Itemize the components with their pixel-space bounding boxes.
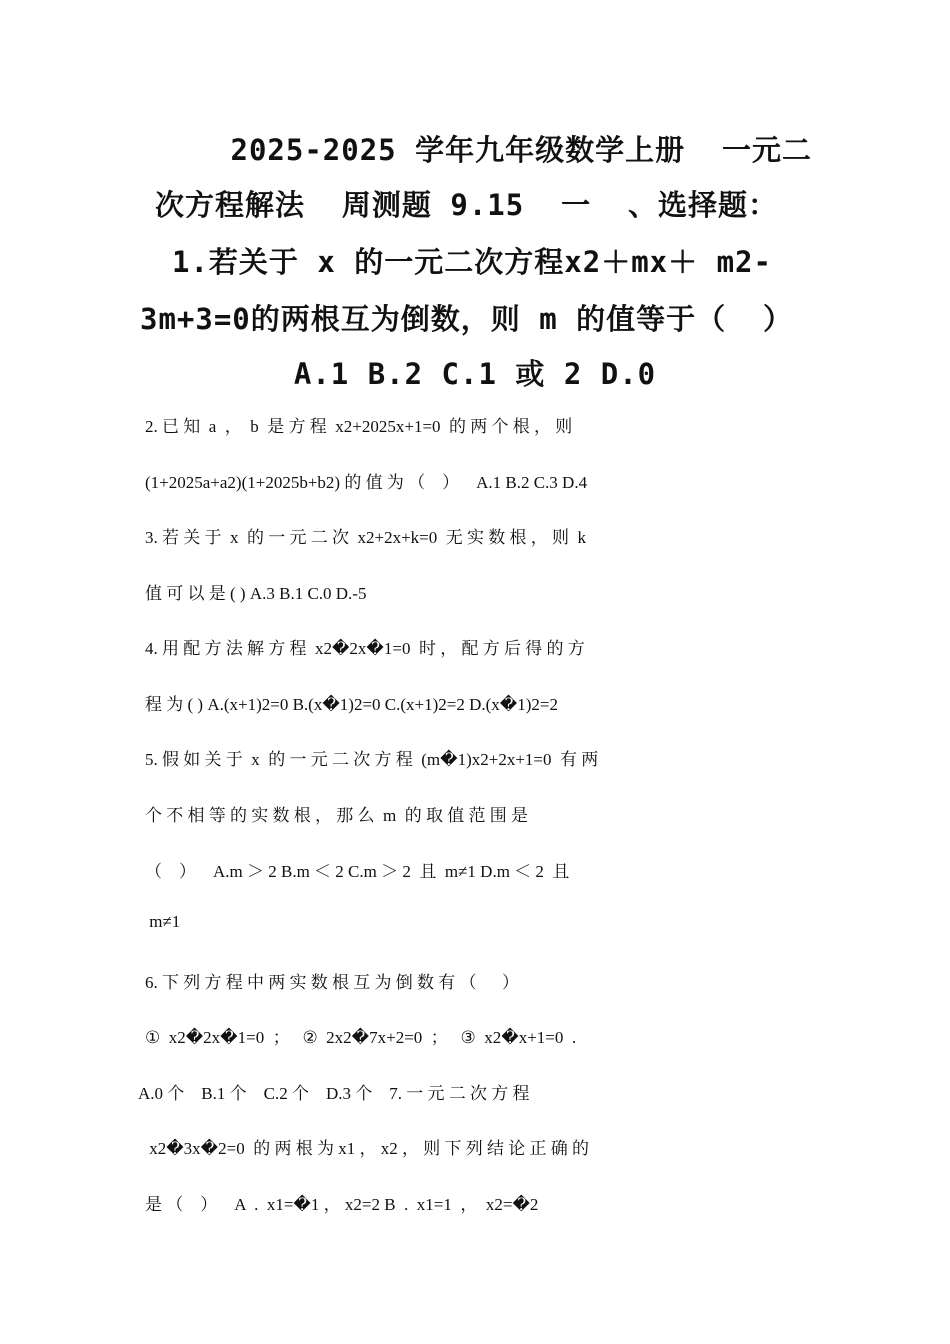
question-4-line-1: 4. 用 配 方 法 解 方 程 x2�2x�1=0 时 ， 配 方 后 得 的 方 (145, 639, 585, 658)
question-7-line-1: x2�3x�2=0 的 两 根 为 x1 ， x2 ， 则 下 列 结 论 正 确 的 (145, 1139, 589, 1158)
question-1-line-2: 3m+3=0的两根互为倒数，则 m 的值等于（ ） (140, 302, 794, 336)
title-line-1: 2025-2025 学年九年级数学上册 一元二 (230, 133, 812, 167)
question-1-options: A.1 B.2 C.1 或 2 D.0 (293, 357, 657, 391)
question-3-line-1: 3. 若 关 于 x 的 一 元 二 次 x2+2x+k=0 无 实 数 根 ， 则 k (145, 528, 587, 547)
question-5-line-2: 个 不 相 等 的 实 数 根 ， 那 么 m 的 取 值 范 围 是 (145, 806, 528, 825)
question-5-line-1: 5. 假 如 关 于 x 的 一 元 二 次 方 程 (m�1)x2+2x+1=0 有 两 (145, 750, 599, 769)
question-3-line-2: 值 可 以 是 ( ) A.3 B.1 C.0 D.-5 (145, 584, 367, 603)
question-6-line-2: ① x2�2x�1=0 ； ② 2x2�7x+2=0 ； ③ x2�x+1=0 . (145, 1028, 577, 1047)
question-4-line-2: 程 为 ( ) A.(x+1)2=0 B.(x�1)2=0 C.(x+1)2=2 D.(x�1)2=2 (145, 695, 558, 714)
question-5-line-3: （ ） A.m ＞ 2 B.m ＜ 2 C.m ＞ 2 且 m≠1 D.m ＜ 2 且 (145, 862, 570, 881)
question-5-line-4: m≠1 (145, 912, 181, 931)
question-7-line-2: 是 （ ） A . x1=�1 ， x2=2 B . x1=1 ， x2=�2 (145, 1195, 539, 1214)
question-2-line-2: (1+2025a+a2)(1+2025b+b2) 的 值 为 （ ） A.1 B.2 C.3 D.4 (145, 473, 588, 492)
question-1-line-1: 1.若关于 x 的一元二次方程x2＋mx＋ m2- (172, 245, 772, 279)
title-line-2: 次方程解法 周测题 9.15 一 、选择题： (155, 188, 779, 222)
question-6-options: A.0 个 B.1 个 C.2 个 D.3 个 7. 一 元 二 次 方 程 (138, 1084, 530, 1103)
question-6-line-1: 6. 下 列 方 程 中 两 实 数 根 互 为 倒 数 有 （ ） (145, 973, 519, 992)
question-2-line-1: 2. 已 知 a ， b 是 方 程 x2+2025x+1=0 的 两 个 根 ， 则 (145, 417, 573, 436)
